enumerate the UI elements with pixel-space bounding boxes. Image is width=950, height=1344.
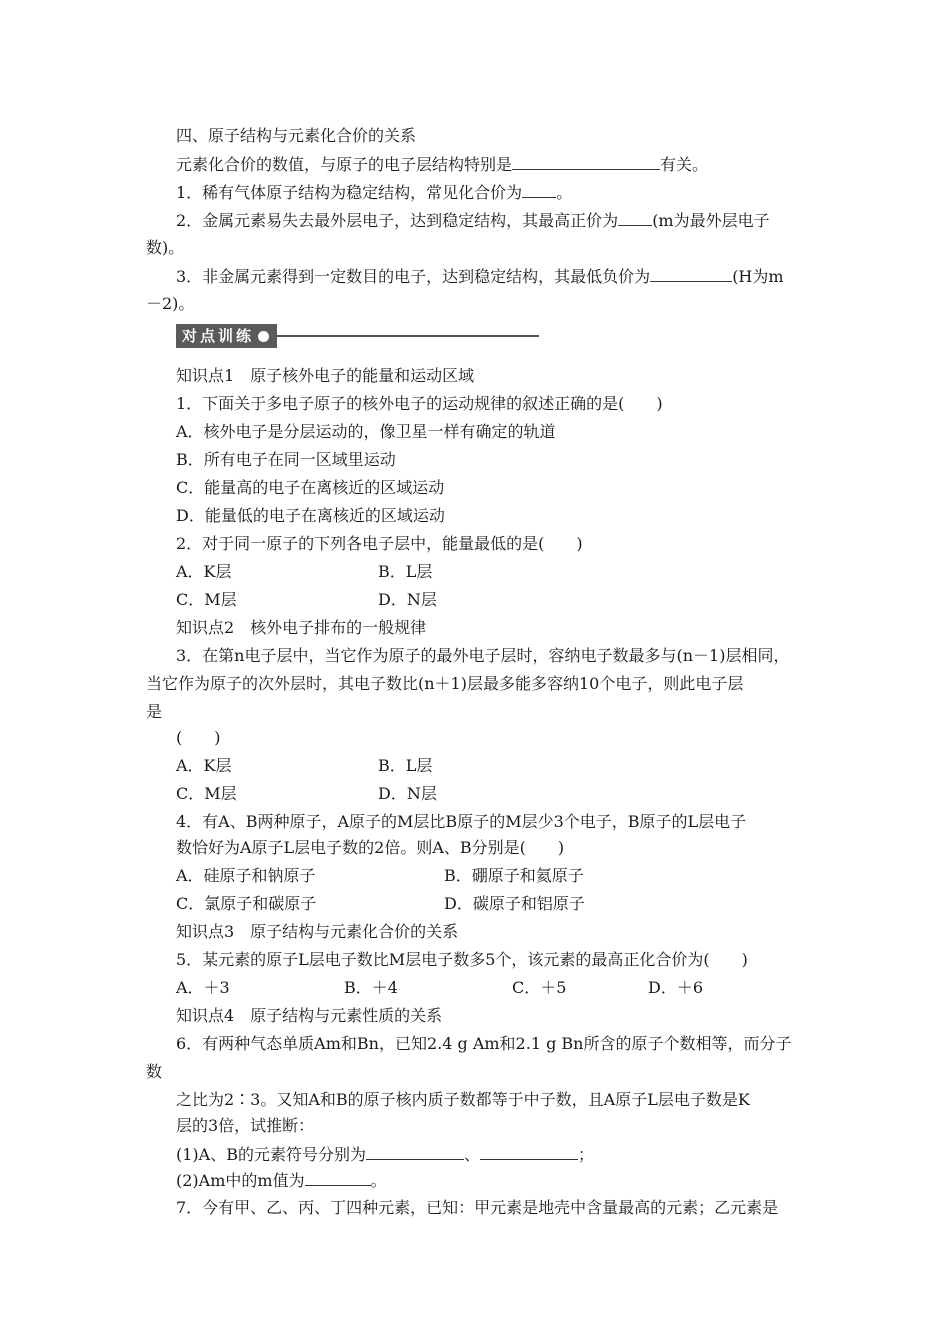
item-text: 3．非金属元素得到一定数目的电子，达到稳定结构，其最低负价为 xyxy=(176,267,651,286)
banner-rule xyxy=(277,335,539,337)
item-text-end: (m为最外层电子 xyxy=(652,211,770,230)
question-4-option-b[interactable]: B．硼原子和氦原子 xyxy=(444,866,584,885)
question-2-option-a[interactable]: A．K层 xyxy=(176,562,232,581)
question-1-stem: 1．下面关于多电子原子的核外电子的运动规律的叙述正确的是( ) xyxy=(176,394,663,413)
intro-text: 元素化合价的数值，与原子的电子层结构特别是 xyxy=(176,155,513,174)
section-item-3 xyxy=(176,266,784,287)
section-heading: 四、原子结构与元素化合价的关系 xyxy=(176,126,417,145)
answer-blank[interactable] xyxy=(618,210,652,226)
question-3-option-a[interactable]: A．K层 xyxy=(176,756,232,775)
question-4-option-c[interactable]: C．氯原子和碳原子 xyxy=(176,894,317,913)
section-item-1 xyxy=(176,182,572,203)
banner-label-box xyxy=(176,324,277,348)
question-6-sub-1 xyxy=(176,1144,594,1165)
question-2-stem: 2．对于同一原子的下列各电子层中，能量最低的是( ) xyxy=(176,534,583,553)
question-1-option-d[interactable]: D．能量低的电子在离核近的区域运动 xyxy=(176,506,445,525)
question-3-answer-paren: ( ) xyxy=(176,728,221,747)
bullet-icon xyxy=(258,331,269,342)
question-2-option-c[interactable]: C．M层 xyxy=(176,590,237,609)
item-text: 1．稀有气体原子结构为稳定结构，常见化合价为 xyxy=(176,183,523,202)
question-4-option-a[interactable]: A．硅原子和钠原子 xyxy=(176,866,316,885)
question-5-option-a[interactable]: A．＋3 xyxy=(176,978,230,997)
knowledge-point-1: 知识点1 原子核外电子的能量和运动区域 xyxy=(176,366,475,385)
question-7-line-1: 7．今有甲、乙、丙、丁四种元素，已知：甲元素是地壳中含量最高的元素；乙元素是 xyxy=(176,1198,779,1217)
question-5-stem: 5．某元素的原子L层电子数比M层电子数多5个，该元素的最高正化合价为( ) xyxy=(176,950,748,969)
section-item-2-cont: 数)。 xyxy=(146,238,185,257)
sub-question-text-end: 。 xyxy=(370,1171,387,1190)
separator-text: 、 xyxy=(463,1145,480,1164)
section-item-3-cont: －2)。 xyxy=(146,294,195,313)
answer-blank[interactable] xyxy=(305,1170,371,1186)
sub-question-text: (2)Am中的m值为 xyxy=(176,1171,305,1190)
question-3-line-1: 3．在第n电子层中，当它作为原子的最外电子层时，容纳电子数最多与(n－1)层相同， xyxy=(176,646,790,665)
item-text-end: 。 xyxy=(556,183,573,202)
banner-label: 对点训练 xyxy=(182,327,255,345)
question-6-sub-2 xyxy=(176,1170,387,1191)
question-2-option-d[interactable]: D．N层 xyxy=(378,590,437,609)
question-1-option-c[interactable]: C．能量高的电子在离核近的区域运动 xyxy=(176,478,445,497)
question-6-line-3: 之比为2∶3。又知A和B的原子核内质子数都等于中子数，且A原子L层电子数是K xyxy=(176,1090,750,1109)
section-intro xyxy=(176,154,708,175)
sub-question-text-end: ； xyxy=(578,1145,595,1164)
question-5-option-b[interactable]: B．＋4 xyxy=(344,978,398,997)
section-item-2 xyxy=(176,210,770,231)
question-4-line-2: 数恰好为A原子L层电子数的2倍。则A、B分别是( ) xyxy=(176,838,565,857)
question-5-option-d[interactable]: D．＋6 xyxy=(648,978,704,997)
question-4-option-d[interactable]: D．碳原子和铝原子 xyxy=(444,894,585,913)
question-6-line-1: 6．有两种气态单质Am和Bn，已知2.4 g Am和2.1 g Bn所含的原子个数相等，而分子 xyxy=(176,1034,792,1053)
answer-blank[interactable] xyxy=(366,1144,464,1160)
answer-blank[interactable] xyxy=(512,154,660,170)
question-1-option-a[interactable]: A．核外电子是分层运动的，像卫星一样有确定的轨道 xyxy=(176,422,556,441)
answer-blank[interactable] xyxy=(480,1144,578,1160)
answer-blank[interactable] xyxy=(522,182,556,198)
question-4-line-1: 4．有A、B两种原子，A原子的M层比B原子的M层少3个电子，B原子的L层电子 xyxy=(176,812,747,831)
answer-blank[interactable] xyxy=(650,266,732,282)
question-3-option-c[interactable]: C．M层 xyxy=(176,784,237,803)
question-2-option-b[interactable]: B．L层 xyxy=(378,562,433,581)
item-text: 2．金属元素易失去最外层电子，达到稳定结构，其最高正价为 xyxy=(176,211,619,230)
practice-banner xyxy=(176,324,539,348)
question-5-option-c[interactable]: C．＋5 xyxy=(512,978,567,997)
question-3-option-d[interactable]: D．N层 xyxy=(378,784,437,803)
knowledge-point-4: 知识点4 原子结构与元素性质的关系 xyxy=(176,1006,443,1025)
knowledge-point-2: 知识点2 核外电子排布的一般规律 xyxy=(176,618,427,637)
question-1-option-b[interactable]: B．所有电子在同一区域里运动 xyxy=(176,450,396,469)
sub-question-text: (1)A、B的元素符号分别为 xyxy=(176,1145,366,1164)
question-6-line-4: 层的3倍，试推断： xyxy=(176,1116,315,1135)
knowledge-point-3: 知识点3 原子结构与元素化合价的关系 xyxy=(176,922,459,941)
question-3-line-2: 当它作为原子的次外层时，其电子数比(n＋1)层最多能多容纳10个电子，则此电子层 xyxy=(146,674,744,693)
question-6-line-2: 数 xyxy=(146,1062,163,1081)
question-3-option-b[interactable]: B．L层 xyxy=(378,756,433,775)
question-3-line-3: 是 xyxy=(146,702,163,721)
item-text-end: (H为m xyxy=(732,267,784,286)
intro-text-end: 有关。 xyxy=(660,155,709,174)
